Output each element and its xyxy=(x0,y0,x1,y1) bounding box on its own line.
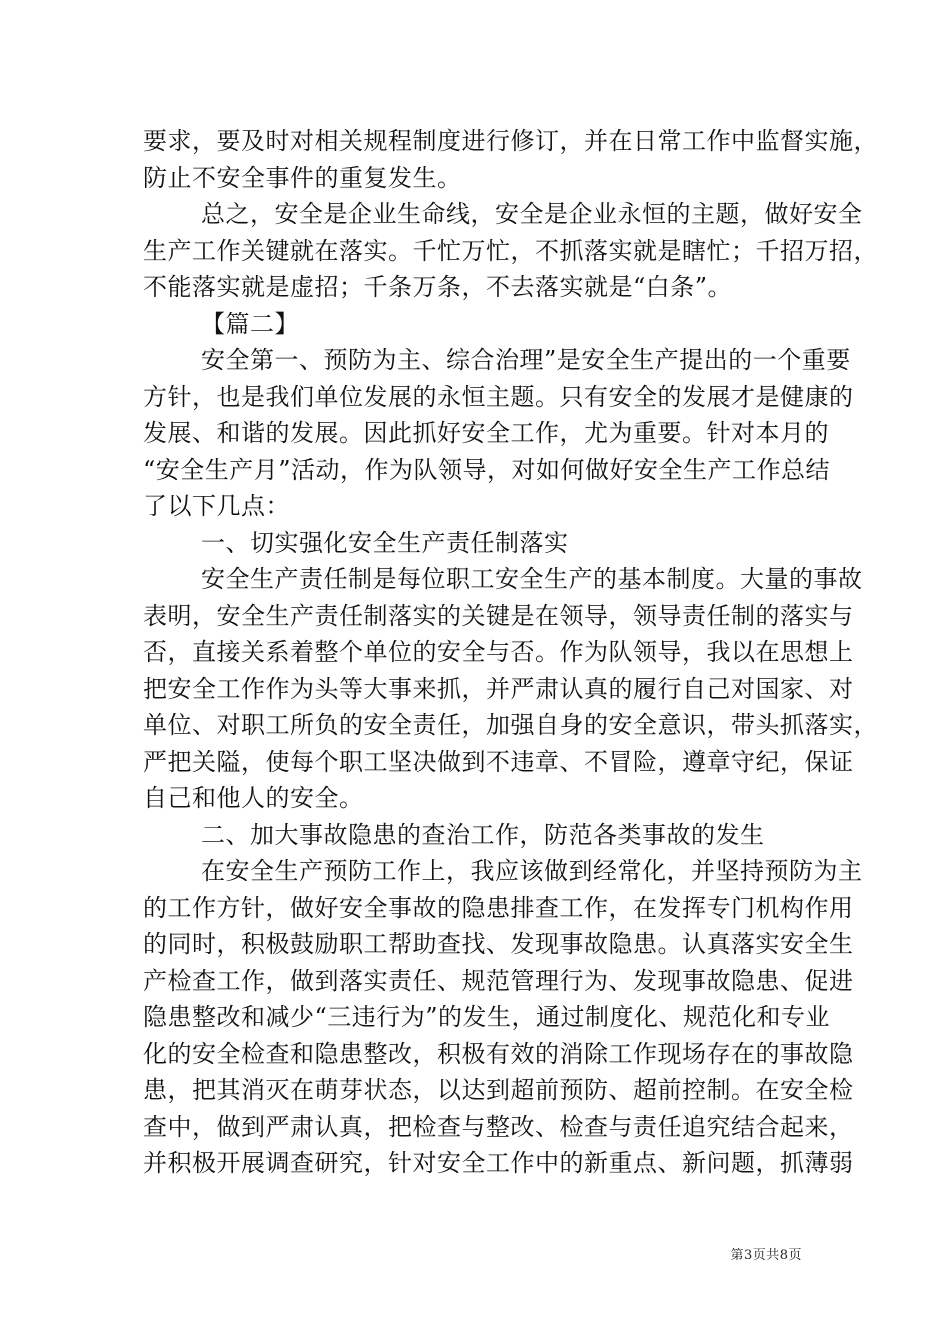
text-line: 把安全工作作为头等大事来抓，并严肃认真的履行自己对国家、对 xyxy=(143,674,854,703)
text-line: 自己和他人的安全。 xyxy=(143,784,364,812)
text-line: 不能落实就是虚招；千条万条，不去落实就是“白条”。 xyxy=(143,273,733,301)
text-line: 表明，安全生产责任制落实的关键是在领导，领导责任制的落实与 xyxy=(143,601,854,630)
text-line: 单位、对职工所负的安全责任，加强自身的安全意识，带头抓落实， xyxy=(143,711,878,739)
page-number: 第3页共8页 xyxy=(730,1248,802,1263)
document-body xyxy=(143,123,878,1182)
text-line: 发展、和谐的发展。因此抓好安全工作，尤为重要。针对本月的 xyxy=(143,419,829,447)
text-line: 查中，做到严肃认真，把检查与整改、检查与责任追究结合起来， xyxy=(143,1112,854,1141)
text-line: 患，把其消灭在萌芽状态，以达到超前预防、超前控制。在安全检 xyxy=(143,1076,854,1104)
text-line: 要求，要及时对相关规程制度进行修订，并在日常工作中监督实施， xyxy=(143,127,878,155)
text-line: 隐患整改和减少“三违行为”的发生，通过制度化、规范化和专业 xyxy=(143,1003,831,1031)
paragraph-start: 总之，安全是企业生命线，安全是企业永恒的主题，做好安全 xyxy=(201,200,863,228)
text-line: 并积极开展调查研究，针对安全工作中的新重点、新问题，抓薄弱 xyxy=(143,1149,854,1177)
text-line: 产检查工作，做到落实责任、规范管理行为、发现事故隐患、促进 xyxy=(143,966,854,995)
text-line: 方针，也是我们单位发展的永恒主题。只有安全的发展才是健康的 xyxy=(143,382,854,411)
subsection-heading: 二、加大事故隐患的查治工作，防范各类事故的发生 xyxy=(201,820,765,849)
text-line: 严把关隘，使每个职工坚决做到不违章、不冒险，遵章守纪，保证 xyxy=(143,747,854,776)
paragraph-start: 安全第一、预防为主、综合治理”是安全生产提出的一个重要 xyxy=(201,346,851,374)
paragraph-start: 安全生产责任制是每位职工安全生产的基本制度。大量的事故 xyxy=(201,565,863,593)
text-line: 了以下几点： xyxy=(143,492,290,520)
subsection-heading: 一、切实强化安全生产责任制落实 xyxy=(201,528,569,557)
text-line: 否，直接关系着整个单位的安全与否。作为队领导，我以在思想上 xyxy=(143,638,854,666)
text-line: 的工作方针，做好安全事故的隐患排查工作，在发挥专门机构作用 xyxy=(143,893,854,922)
section-heading: 【篇二】 xyxy=(201,309,299,338)
text-line: “安全生产月”活动，作为队领导，对如何做好安全生产工作总结 xyxy=(143,455,831,484)
paragraph-start: 在安全生产预防工作上，我应该做到经常化，并坚持预防为主 xyxy=(201,857,863,885)
text-line: 化的安全检查和隐患整改，积极有效的消除工作现场存在的事故隐 xyxy=(143,1039,854,1068)
text-line: 防止不安全事件的重复发生。 xyxy=(143,163,462,192)
text-line: 的同时，积极鼓励职工帮助查找、发现事故隐患。认真落实安全生 xyxy=(143,930,854,958)
text-line: 生产工作关键就在落实。千忙万忙，不抓落实就是瞎忙；千招万招， xyxy=(143,236,878,265)
